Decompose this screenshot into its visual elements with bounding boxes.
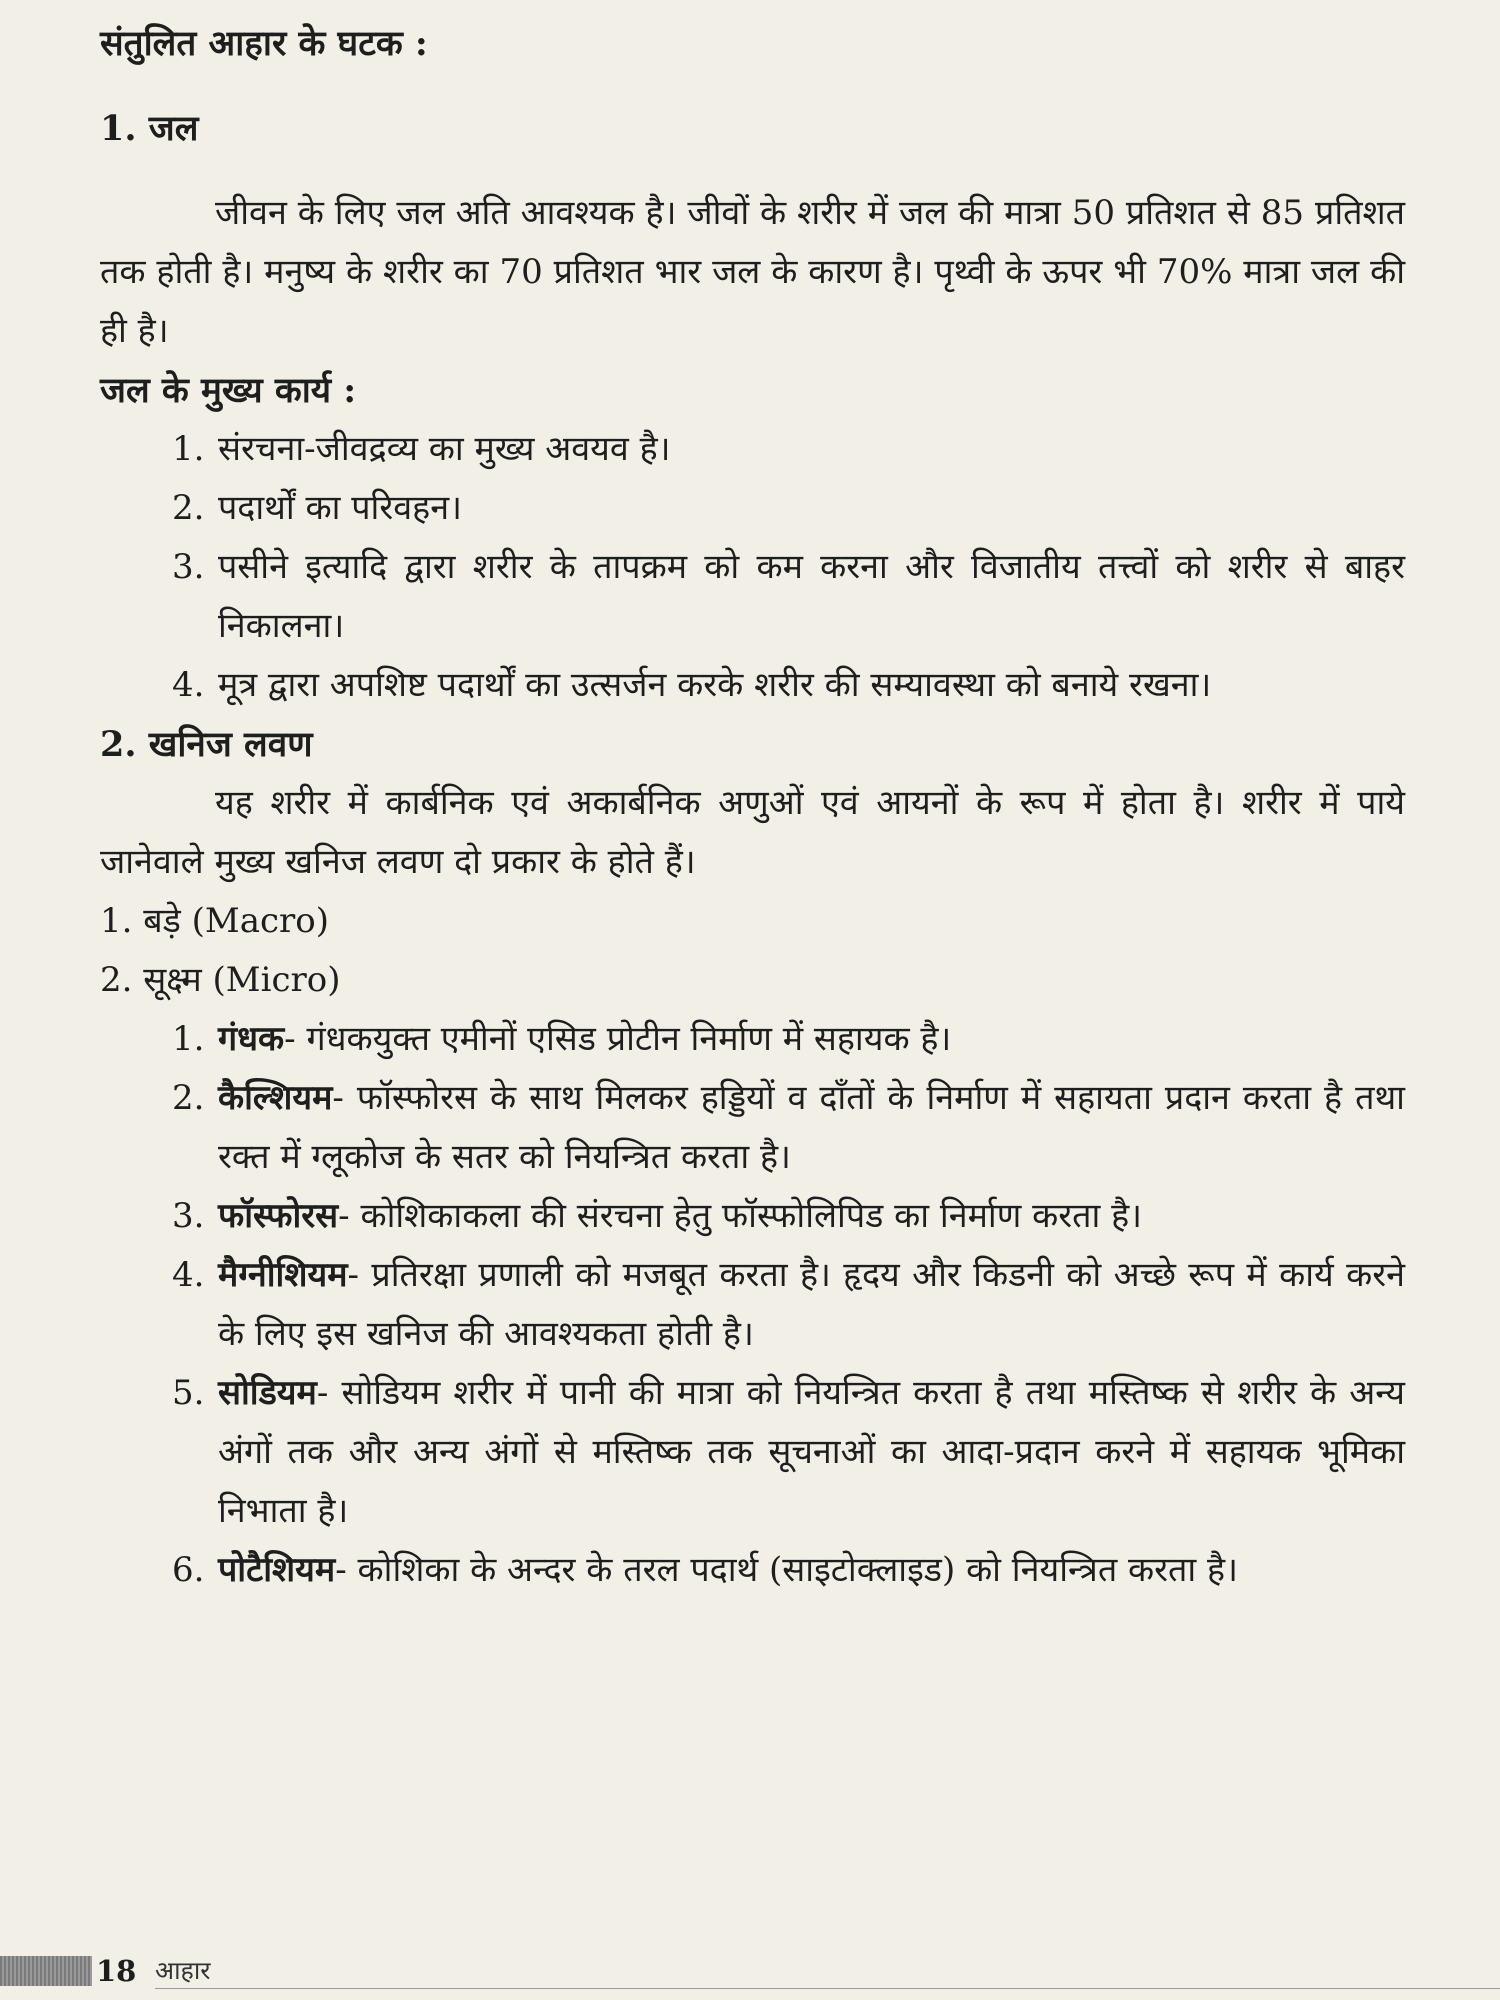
item-text: मूत्र द्वारा अपशिष्ट पदार्थों का उत्सर्जन करके शरीर की सम्यावस्था को बनाये रखना। bbox=[218, 665, 1212, 705]
item-number: 1. bbox=[172, 1019, 205, 1059]
mineral-item bbox=[100, 1364, 1405, 1541]
item-text: पसीने इत्यादि द्वारा शरीर के तापक्रम को कम करना और विजातीय तत्त्वों को शरीर से बाहर निकालना। bbox=[218, 547, 1405, 646]
item-text: संरचना-जीवद्रव्य का मुख्य अवयव है। bbox=[218, 429, 671, 469]
item-number: 5. bbox=[172, 1373, 205, 1413]
item-number: 4. bbox=[172, 665, 205, 705]
item-number: 2. bbox=[172, 488, 205, 528]
mineral-term: कैल्शियम bbox=[218, 1078, 333, 1118]
water-function-item bbox=[100, 420, 1405, 479]
mineral-item bbox=[100, 1010, 1405, 1069]
item-text: - फॉस्फोरस के साथ मिलकर हड्डियों व दाँतों के निर्माण में सहायता प्रदान करता है तथा रक्त में ग्लूकोज के सतर को नियन्त्रित करता है। bbox=[218, 1078, 1405, 1177]
item-number: 4. bbox=[172, 1255, 205, 1295]
water-function-item bbox=[100, 656, 1405, 715]
item-text: - सोडियम शरीर में पानी की मात्रा को नियन्त्रित करता है तथा मस्तिष्क से शरीर के अन्य अंगों तक और अन्य अंगों से मस्तिष्क तक सूचनाओं का आदा-प्रदान करने में सहायक भूमिका निभाता है। bbox=[218, 1373, 1405, 1531]
item-text: - गंधकयुक्त एमीनों एसिड प्रोटीन निर्माण में सहायक है। bbox=[284, 1019, 952, 1059]
page-number: 18 bbox=[96, 1954, 137, 1988]
minerals-paragraph: यह शरीर में कार्बनिक एवं अकार्बनिक अणुओं एवं आयनों के रूप में होता है। शरीर में पाये जानेवाले मुख्य खनिज लवण दो प्रकार के होते हैं। bbox=[100, 783, 1405, 882]
book-title: आहार bbox=[155, 1956, 211, 1985]
mineral-item bbox=[100, 1069, 1405, 1187]
section-water-heading: 1. जल bbox=[100, 108, 199, 149]
mineral-item bbox=[100, 1187, 1405, 1246]
page-title: संतुलित आहार के घटक : bbox=[100, 23, 428, 64]
mineral-type-micro: 2. सूक्ष्म (Micro) bbox=[100, 960, 341, 1000]
mineral-type-macro: 1. बड़े (Macro) bbox=[100, 901, 330, 941]
item-text: पदार्थों का परिवहन। bbox=[218, 488, 462, 528]
mineral-item bbox=[100, 1246, 1405, 1364]
item-number: 3. bbox=[172, 1196, 205, 1236]
section-minerals-heading: 2. खनिज लवण bbox=[100, 724, 313, 765]
item-number: 2. bbox=[172, 1078, 205, 1118]
footer-shade-bar bbox=[0, 1956, 92, 1986]
page-footer bbox=[0, 1952, 1500, 1990]
item-text: - कोशिकाकला की संरचना हेतु फॉस्फोलिपिड का निर्माण करता है। bbox=[338, 1196, 1143, 1236]
item-number: 1. bbox=[172, 429, 205, 469]
mineral-item bbox=[100, 1541, 1405, 1600]
water-function-item bbox=[100, 538, 1405, 656]
mineral-term: गंधक bbox=[218, 1019, 285, 1059]
mineral-term: पोटैशियम bbox=[218, 1550, 336, 1590]
item-text: - कोशिका के अन्दर के तरल पदार्थ (साइटोक्लाइड) को नियन्त्रित करता है। bbox=[335, 1550, 1238, 1590]
water-function-item bbox=[100, 479, 1405, 538]
item-text: - प्रतिरक्षा प्रणाली को मजबूत करता है। हृदय और किडनी को अच्छे रूप में कार्य करने के लिए इस खनिज की आवश्यकता होती है। bbox=[218, 1255, 1405, 1354]
item-number: 3. bbox=[172, 547, 205, 587]
item-number: 6. bbox=[172, 1550, 205, 1590]
page-content bbox=[100, 14, 1405, 1600]
mineral-term: मैग्नीशियम bbox=[218, 1255, 348, 1295]
mineral-term: सोडियम bbox=[218, 1373, 317, 1413]
mineral-term: फॉस्फोरस bbox=[218, 1196, 339, 1236]
water-functions-heading: जल के मुख्य कार्य : bbox=[100, 370, 357, 411]
water-paragraph: जीवन के लिए जल अति आवश्यक है। जीवों के शरीर में जल की मात्रा 50 प्रतिशत से 85 प्रतिशत तक होती है। मनुष्य के शरीर का 70 प्रतिशत भार जल के कारण है। पृथ्वी के ऊपर भी 70% मात्रा जल की ही है। bbox=[100, 193, 1405, 351]
footer-rule bbox=[155, 1988, 1500, 1989]
